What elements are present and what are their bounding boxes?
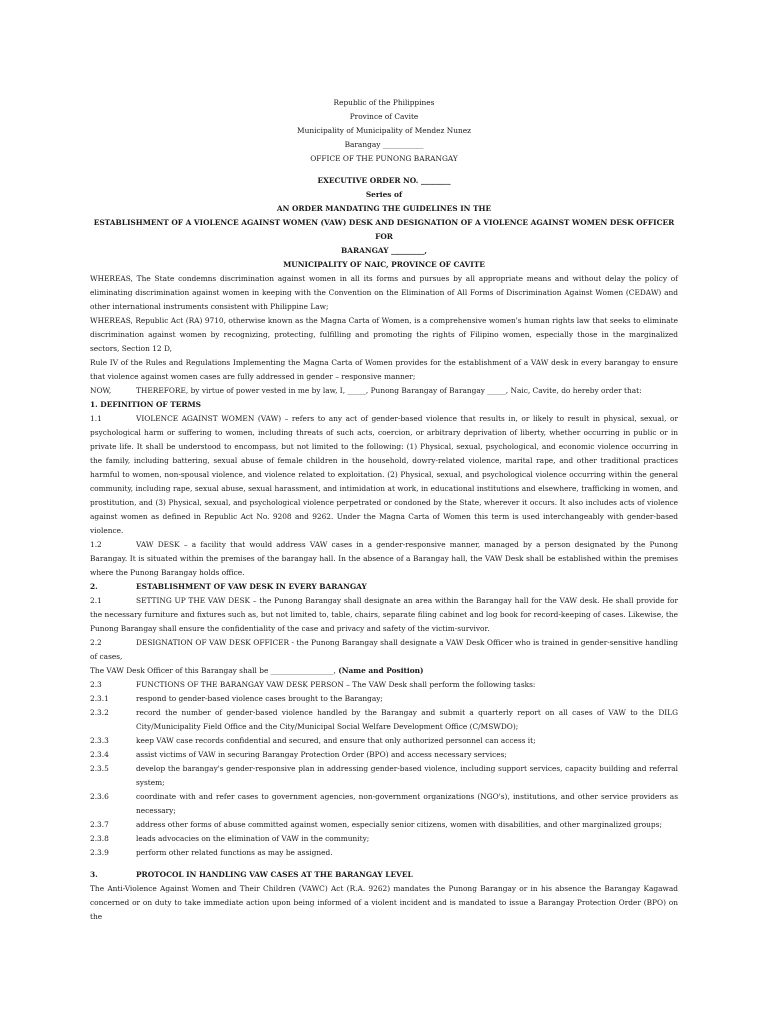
section-3-heading — [90, 868, 678, 882]
term-1-2 — [90, 538, 678, 580]
rule-iv-clause: Rule IV of the Rules and Regulations Implementing the Magna Carta of Women provides for the establishment of a VAW desk in every barangay to ensure that violence against women cases are fully addressed in gender – responsive manner; — [90, 358, 678, 381]
series-line: Series of — [365, 190, 403, 199]
officer-text: The VAW Desk Officer of this Barangay shall be _________________, — [90, 666, 336, 675]
officer-name-position: (Name and Position) — [338, 666, 424, 675]
order-title-line-4: MUNICIPALITY OF NAIC, PROVINCE OF CAVITE — [283, 260, 485, 269]
task-2-3-4 — [90, 748, 678, 762]
task-number: 2.3.7 — [90, 820, 109, 829]
vaw-desk-officer-line — [90, 664, 678, 678]
task-number: 2.3.5 — [90, 764, 109, 773]
section-3-text: The Anti-Violence Against Women and Their Children (VAWC) Act (R.A. 9262) mandates the Punong Barangay or in his absence the Barangay Kagawad concerned or on duty to take immediate action upon being informed of a violent incident and is mandated to issue a Barangay Protection Order (BPO) on the — [90, 884, 678, 921]
task-2-3-2 — [90, 706, 678, 734]
task-number: 2.3.2 — [90, 708, 109, 717]
task-text: perform other related functions as may be assigned. — [136, 848, 333, 857]
item-2-3 — [90, 678, 678, 692]
term-1-1-text: VIOLENCE AGAINST WOMEN (VAW) – refers to any act of gender-based violence that results in, or likely to result in physical, sexual, or psychological harm or suffering to women, including threats of such acts, coercion, or arbitrary deprivation of liberty, whether occurring in public or in private life. It shall be understood to encompass, but not limited to the following: (1) Physical, sexual, psychological, and economic violence occurring in the family, including battering, sexual abuse of female children in the household, dowry-related violence, marital rape, and other traditional practices harmful to women, non-spousal violence, and violence related to exploitation. (2) Physical, sexual, and psychological violence occurring within the general community, including rape, sexual abuse, sexual harassment, and intimidation at work, in educational institutions and elsewhere, trafficking in women, and prostitution, and (3) Physical, sexual, and psychological violence perpetrated or condoned by the State, wherever it occurs. It also includes acts of violence against women as defined in Republic Act No. 9208 and 9262. Under the Magna Carta of Women this term is used interchangeably with gender-based violence. — [90, 414, 678, 535]
task-number: 2.3.8 — [90, 834, 109, 843]
item-2-2-number: 2.2 — [90, 638, 102, 647]
term-1-2-text: VAW DESK – a facility that would address VAW cases in a gender-responsive manner, managed by a person designated by the Punong Barangay. It is situated within the premises of the barangay hall. In the absence of a Barangay hall, the VAW Desk shall be established within the premises where the Punong Barangay holds office. — [90, 540, 678, 577]
task-number: 2.3.6 — [90, 792, 109, 801]
task-2-3-7 — [90, 818, 678, 832]
order-title-line-2: ESTABLISHMENT OF A VIOLENCE AGAINST WOMEN (VAW) DESK AND DESIGNATION OF A VIOLENCE AGAINST WOMEN DESK OFFICER FOR — [93, 218, 675, 241]
item-2-2 — [90, 636, 678, 664]
now-text: THEREFORE, by virtue of power vested in me by law, I, _____, Punong Barangay of Barangay _____, Naic, Cavite, do hereby order that: — [136, 386, 642, 395]
document-page — [90, 96, 678, 924]
header-municipality: Municipality of Municipality of Mendez Nunez — [297, 126, 471, 135]
task-text: address other forms of abuse committed against women, especially senior citizens, women with disabilities, and other marginalized groups; — [136, 820, 662, 829]
task-2-3-9 — [90, 846, 678, 860]
header-province: Province of Cavite — [349, 112, 419, 121]
task-text: assist victims of VAW in securing Barangay Protection Order (BPO) and access necessary services; — [136, 750, 507, 759]
task-2-3-5 — [90, 762, 678, 790]
order-title-line-1: AN ORDER MANDATING THE GUIDELINES IN THE — [276, 204, 492, 213]
task-text: record the number of gender-based violence handled by the Barangay and submit a quarterly report on all cases of VAW to the DILG City/Municipality Field Office and the City/Municipal Social Welfare Development Office (C/MSWDO); — [136, 708, 678, 731]
item-2-3-number: 2.3 — [90, 680, 102, 689]
term-1-2-number: 1.2 — [90, 540, 102, 549]
now-therefore-clause — [90, 384, 678, 398]
section-2-number: 2. — [90, 582, 98, 591]
header-office: OFFICE OF THE PUNONG BARANGAY — [310, 154, 458, 163]
whereas-clause-1: WHEREAS, The State condemns discrimination against women in all its forms and pursues by all appropriate means and without delay the policy of eliminating discrimination against women in keeping with the Convention on the Elimination of All Forms of Discrimination Against Women (CEDAW) and other international instruments consistent with Philippine Law; — [90, 274, 678, 311]
task-number: 2.3.9 — [90, 848, 109, 857]
task-2-3-1 — [90, 692, 678, 706]
section-2-heading — [90, 580, 678, 594]
executive-order-number: EXECUTIVE ORDER NO. ________ — [317, 176, 451, 185]
section-1-heading: 1. DEFINITION OF TERMS — [90, 400, 202, 409]
item-2-3-text: FUNCTIONS OF THE BARANGAY VAW DESK PERSON – The VAW Desk shall perform the following tasks: — [136, 680, 536, 689]
task-number: 2.3.1 — [90, 694, 109, 703]
whereas-clause-2: WHEREAS, Republic Act (RA) 9710, otherwise known as the Magna Carta of Women, is a comprehensive women's human rights law that seeks to eliminate discrimination against women by recognizing, protecting, fulfilling and promoting the rights of Filipino women, especially those in the marginalized sectors, Section 12 D, — [90, 316, 678, 353]
task-number: 2.3.4 — [90, 750, 109, 759]
item-2-2-text: DESIGNATION OF VAW DESK OFFICER - the Punong Barangay shall designate a VAW Desk Officer who is trained in gender-sensitive handling of cases, — [90, 638, 678, 661]
task-text: leads advocacies on the elimination of VAW in the community; — [136, 834, 370, 843]
task-2-3-6 — [90, 790, 678, 818]
task-text: respond to gender-based violence cases brought to the Barangay; — [136, 694, 383, 703]
section-3-title: PROTOCOL IN HANDLING VAW CASES AT THE BARANGAY LEVEL — [136, 870, 413, 879]
header-republic: Republic of the Philippines — [333, 98, 435, 107]
task-number: 2.3.3 — [90, 736, 109, 745]
task-2-3-3 — [90, 734, 678, 748]
order-title-line-3: BARANGAY _________, — [341, 246, 427, 255]
item-2-1 — [90, 594, 678, 636]
item-2-1-text: SETTING UP THE VAW DESK – the Punong Barangay shall designate an area within the Barangay hall for the VAW desk. He shall provide for the necessary furniture and fixtures such as, but not limited to, table, chairs, separate filing cabinet and log book for record-keeping of cases. Likewise, the Punong Barangay shall ensure the confidentiality of the case and privacy and safety of the victim-survivor. — [90, 596, 678, 633]
task-text: develop the barangay's gender-responsive plan in addressing gender-based violence, including support services, capacity building and referral system; — [136, 764, 678, 787]
task-text: coordinate with and refer cases to government agencies, non-government organizations (NGO's), institutions, and other service providers as necessary; — [136, 792, 678, 815]
now-label: NOW, — [90, 386, 112, 395]
header-barangay: Barangay ___________ — [344, 140, 424, 149]
item-2-1-number: 2.1 — [90, 596, 102, 605]
term-1-1-number: 1.1 — [90, 414, 102, 423]
term-1-1 — [90, 412, 678, 538]
section-3-number: 3. — [90, 870, 98, 879]
task-text: keep VAW case records confidential and secured, and ensure that only authorized personnel can access it; — [136, 736, 536, 745]
task-2-3-8 — [90, 832, 678, 846]
section-2-title: ESTABLISHMENT OF VAW DESK IN EVERY BARANGAY — [136, 582, 367, 591]
